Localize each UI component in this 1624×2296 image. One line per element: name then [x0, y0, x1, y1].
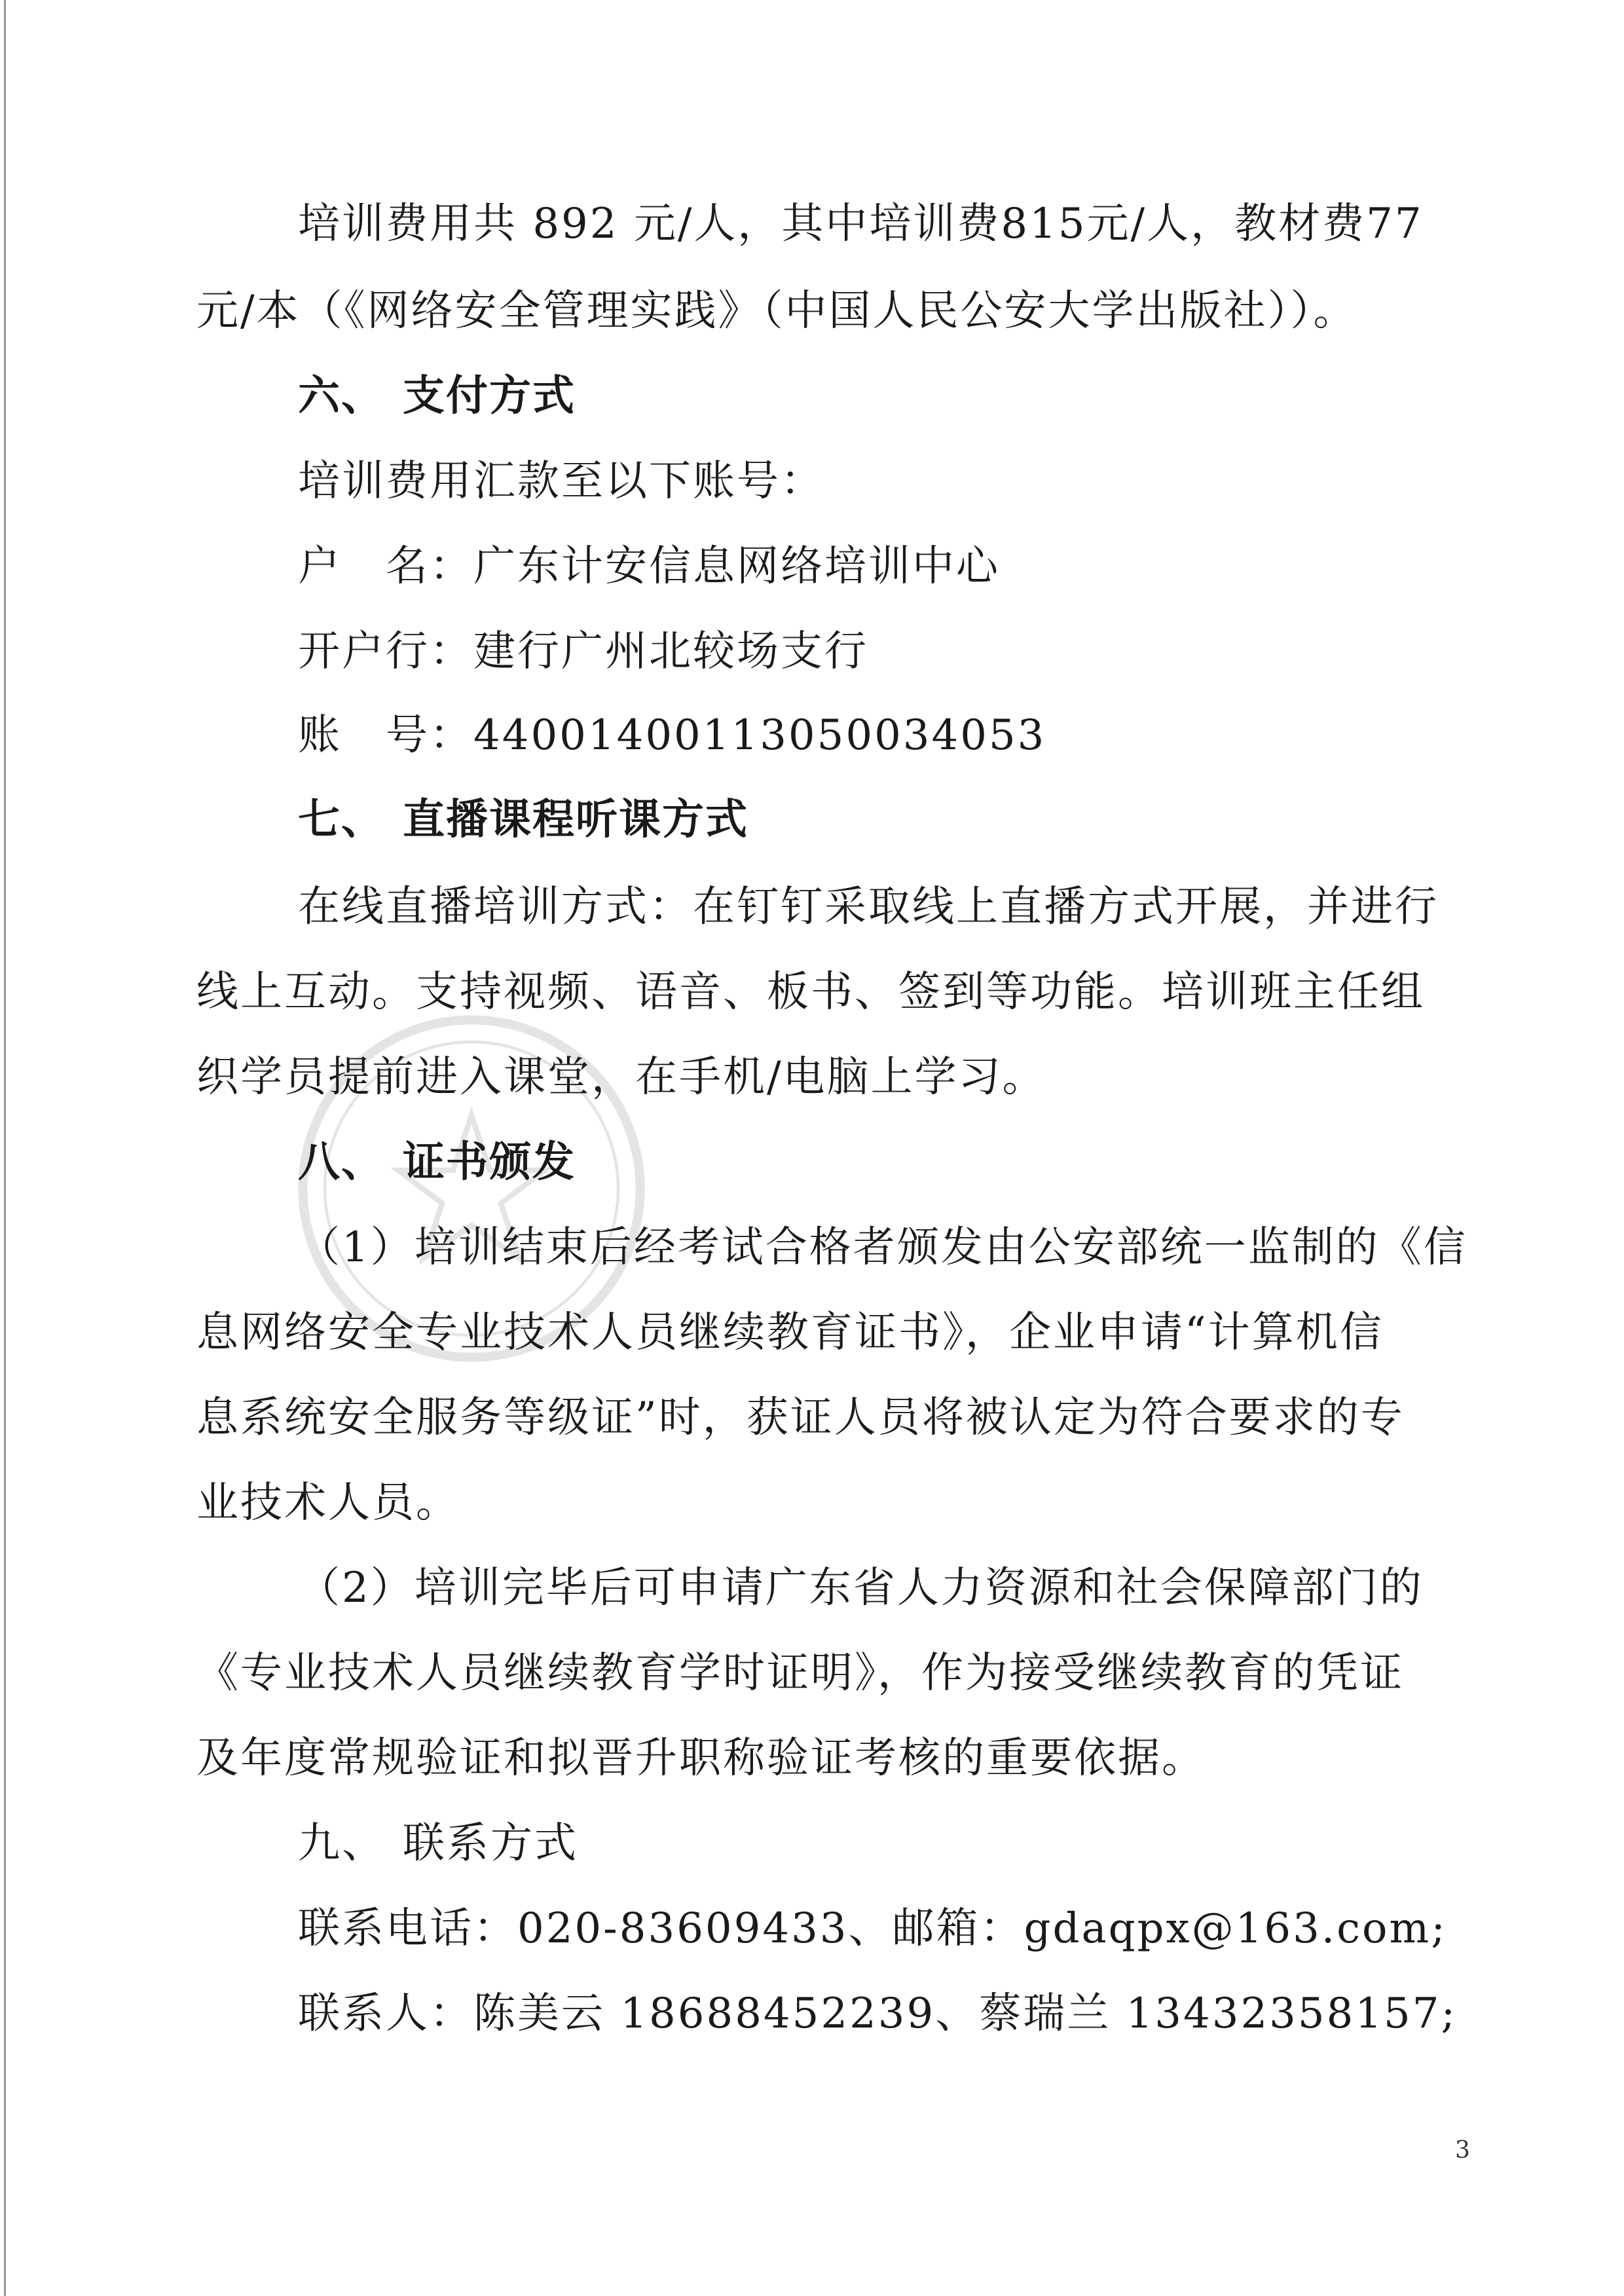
paragraph-line: 息网络安全专业技术人员继续教育证书》，企业申请“计算机信 [196, 1308, 1384, 1357]
account-number-label: 账 号： [298, 711, 473, 760]
paragraph-line: 及年度常规验证和拟晋升职称验证考核的重要依据。 [196, 1734, 1206, 1783]
section-heading-nine [298, 1817, 578, 1870]
page-edge-rule [4, 0, 6, 2296]
section-title: 支付方式 [403, 372, 576, 420]
section-heading-six [298, 370, 576, 422]
account-number-row [298, 709, 1046, 762]
section-title: 联系方式 [403, 1819, 578, 1868]
page-number: 3 [1455, 2137, 1470, 2164]
paragraph-line: 业技术人员。 [196, 1479, 460, 1527]
paragraph-line: 培训费用汇款至以下账号： [298, 457, 824, 506]
paragraph-line: 线上互动。支持视频、语音、板书、签到等功能。培训班主任组 [196, 968, 1425, 1016]
paragraph-line: 在线直播培训方式：在钉钉采取线上直播方式开展，并进行 [298, 883, 1439, 931]
section-number: 六、 [298, 372, 384, 420]
section-title: 证书颁发 [403, 1138, 576, 1187]
account-name-row [298, 540, 1000, 593]
contact-persons: 联系人：陈美云 18688452239、蔡瑞兰 13432358157; [298, 1990, 1458, 2038]
section-title: 直播课程听课方式 [403, 796, 748, 844]
section-number: 九、 [298, 1819, 386, 1868]
paragraph-line: 《专业技术人员继续教育学时证明》，作为接受继续教育的凭证 [196, 1649, 1404, 1697]
paragraph-line: 息系统安全服务等级证”时，获证人员将被认定为符合要求的专 [196, 1394, 1405, 1442]
paragraph-line: 培训费用共 892 元/人，其中培训费815元/人，教材费77 [298, 200, 1424, 248]
paragraph-line: （1）培训结束后经考试合格者颁发由公安部统一监制的《信 [298, 1223, 1467, 1272]
account-name-label: 户 名： [298, 542, 473, 591]
section-number: 八、 [298, 1138, 384, 1187]
section-heading-seven [298, 794, 748, 846]
contact-phone-email: 联系电话：020-83609433、邮箱：gdaqpx@163.com; [298, 1904, 1447, 1953]
section-number: 七、 [298, 796, 384, 844]
paragraph-line: （2）培训完毕后可申请广东省人力资源和社会保障部门的 [298, 1564, 1424, 1612]
account-name-value: 广东计安信息网络培训中心 [473, 542, 1000, 591]
paragraph-line: 元/本（《网络安全管理实践》（中国人民公安大学出版社））。 [196, 287, 1357, 335]
paragraph-line: 织学员提前进入课堂，在手机/电脑上学习。 [196, 1053, 1046, 1102]
account-bank-value: 建行广州北较场支行 [473, 627, 868, 676]
account-number-value: 44001400113050034053 [473, 711, 1046, 760]
account-bank-row [298, 625, 868, 678]
section-heading-eight [298, 1136, 576, 1189]
account-bank-label: 开户行： [298, 627, 473, 676]
